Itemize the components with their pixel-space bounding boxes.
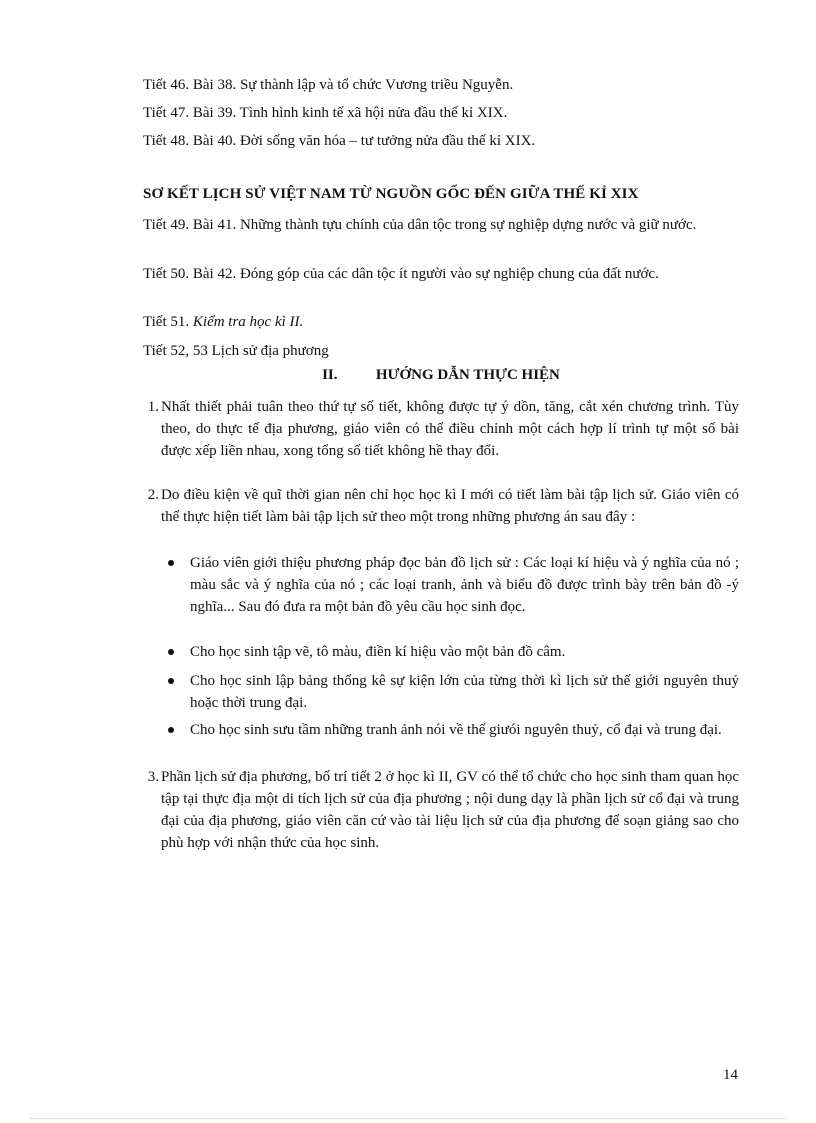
instruction-item — [143, 766, 739, 881]
option-item — [168, 670, 739, 716]
lesson-49: Tiết 49. Bài 41. Những thành tựu chính của dân tộc trong sự nghiệp dựng nước và giữ nước. — [143, 217, 697, 233]
instruction-text: Do điều kiện về quĩ thời gian nên chỉ học học kì I mới có tiết làm bài tập lịch sử. Giáo viên có thể thực hiện tiết làm bài tập lịch sử theo một trong những phương án sau đây : — [161, 487, 739, 525]
lesson-51 — [143, 311, 739, 333]
option-item — [168, 719, 739, 765]
instruction-number: 2. — [147, 487, 159, 503]
bullet-icon — [168, 678, 174, 684]
instruction-item — [143, 484, 739, 554]
section-heading — [143, 367, 739, 384]
lesson-52-53: Tiết 52, 53 Lịch sử địa phương — [143, 343, 329, 359]
page-number: 14 — [723, 1067, 738, 1083]
option-text: Cho học sinh tập vẽ, tô màu, điền kí hiệu vào một bản đồ câm. — [190, 644, 566, 660]
lesson-51-prefix: Tiết 51. — [143, 314, 190, 330]
instruction-text: Phần lịch sử địa phương, bố trí tiết 2 ở học kì II, GV có thể tổ chức cho học sinh tham quan học tập tại thực địa một di tích lịch sử của địa phương ; nội dung dạy là phần lịch sử cổ đại và trung đại của địa phương, giáo viên căn cứ vào tài liệu lịch sử của địa phương để soạn giảng sao cho phù hợp với nhận thức của học sinh. — [161, 769, 739, 851]
lesson-50: Tiết 50. Bài 42. Đóng góp của các dân tộc ít người vào sự nghiệp chung của đất nước. — [143, 266, 659, 282]
instruction-item — [143, 396, 739, 488]
lesson-51-title: Kiểm tra học kì II. — [192, 314, 304, 330]
lesson-46: Tiết 46. Bài 38. Sự thành lập và tổ chức Vương triều Nguyễn. — [143, 77, 514, 93]
instruction-text: Nhất thiết phải tuân theo thứ tự số tiết, không được tự ý dồn, tăng, cắt xén chương trình. Tùy theo, do thực tế địa phương, giáo viên có thể điều chỉnh một cách hợp lí trình tự một số bài được xếp liền nhau, xong tổng số tiết không hề thay đổi. — [161, 399, 739, 459]
section-number: II. — [322, 367, 338, 383]
instruction-number: 3. — [147, 769, 159, 785]
section-title: HƯỚNG DẪN THỰC HIỆN — [375, 367, 560, 383]
option-text: Cho học sinh lập bảng thống kê sự kiện lớn của từng thời kì lịch sử thế giới nguyên thuỷ hoặc thời trung đại. — [190, 673, 739, 711]
option-item — [168, 641, 739, 663]
option-text: Giáo viên giới thiệu phương pháp đọc bản đồ lịch sử : Các loại kí hiệu và ý nghĩa của nó ; màu sắc và ý nghĩa của nó ; các loại tranh, ảnh và biểu đồ được trình bày trên bản đồ -ý nghĩa... Sau đó đưa ra một bản đồ yêu cầu học sinh đọc. — [190, 555, 739, 615]
option-item — [168, 552, 739, 642]
option-text: Cho học sinh sưu tầm những tranh ảnh nói về thế giưói nguyên thuỷ, cổ đại và trung đại. — [190, 722, 722, 738]
footer-divider — [30, 1118, 786, 1120]
bullet-icon — [168, 727, 174, 733]
lesson-48: Tiết 48. Bài 40. Đời sống văn hóa – tư tưởng nửa đầu thế kỉ XIX. — [143, 133, 536, 149]
instruction-number: 1. — [147, 399, 159, 415]
bullet-icon — [168, 560, 174, 566]
lesson-47: Tiết 47. Bài 39. Tình hình kinh tế xã hội nửa đầu thế kỉ XIX. — [143, 105, 508, 121]
bullet-icon — [168, 649, 174, 655]
summary-heading: SƠ KẾT LỊCH SỬ VIỆT NAM TỪ NGUỒN GỐC ĐẾN GIỮA THẾ KỈ XIX — [143, 186, 639, 202]
